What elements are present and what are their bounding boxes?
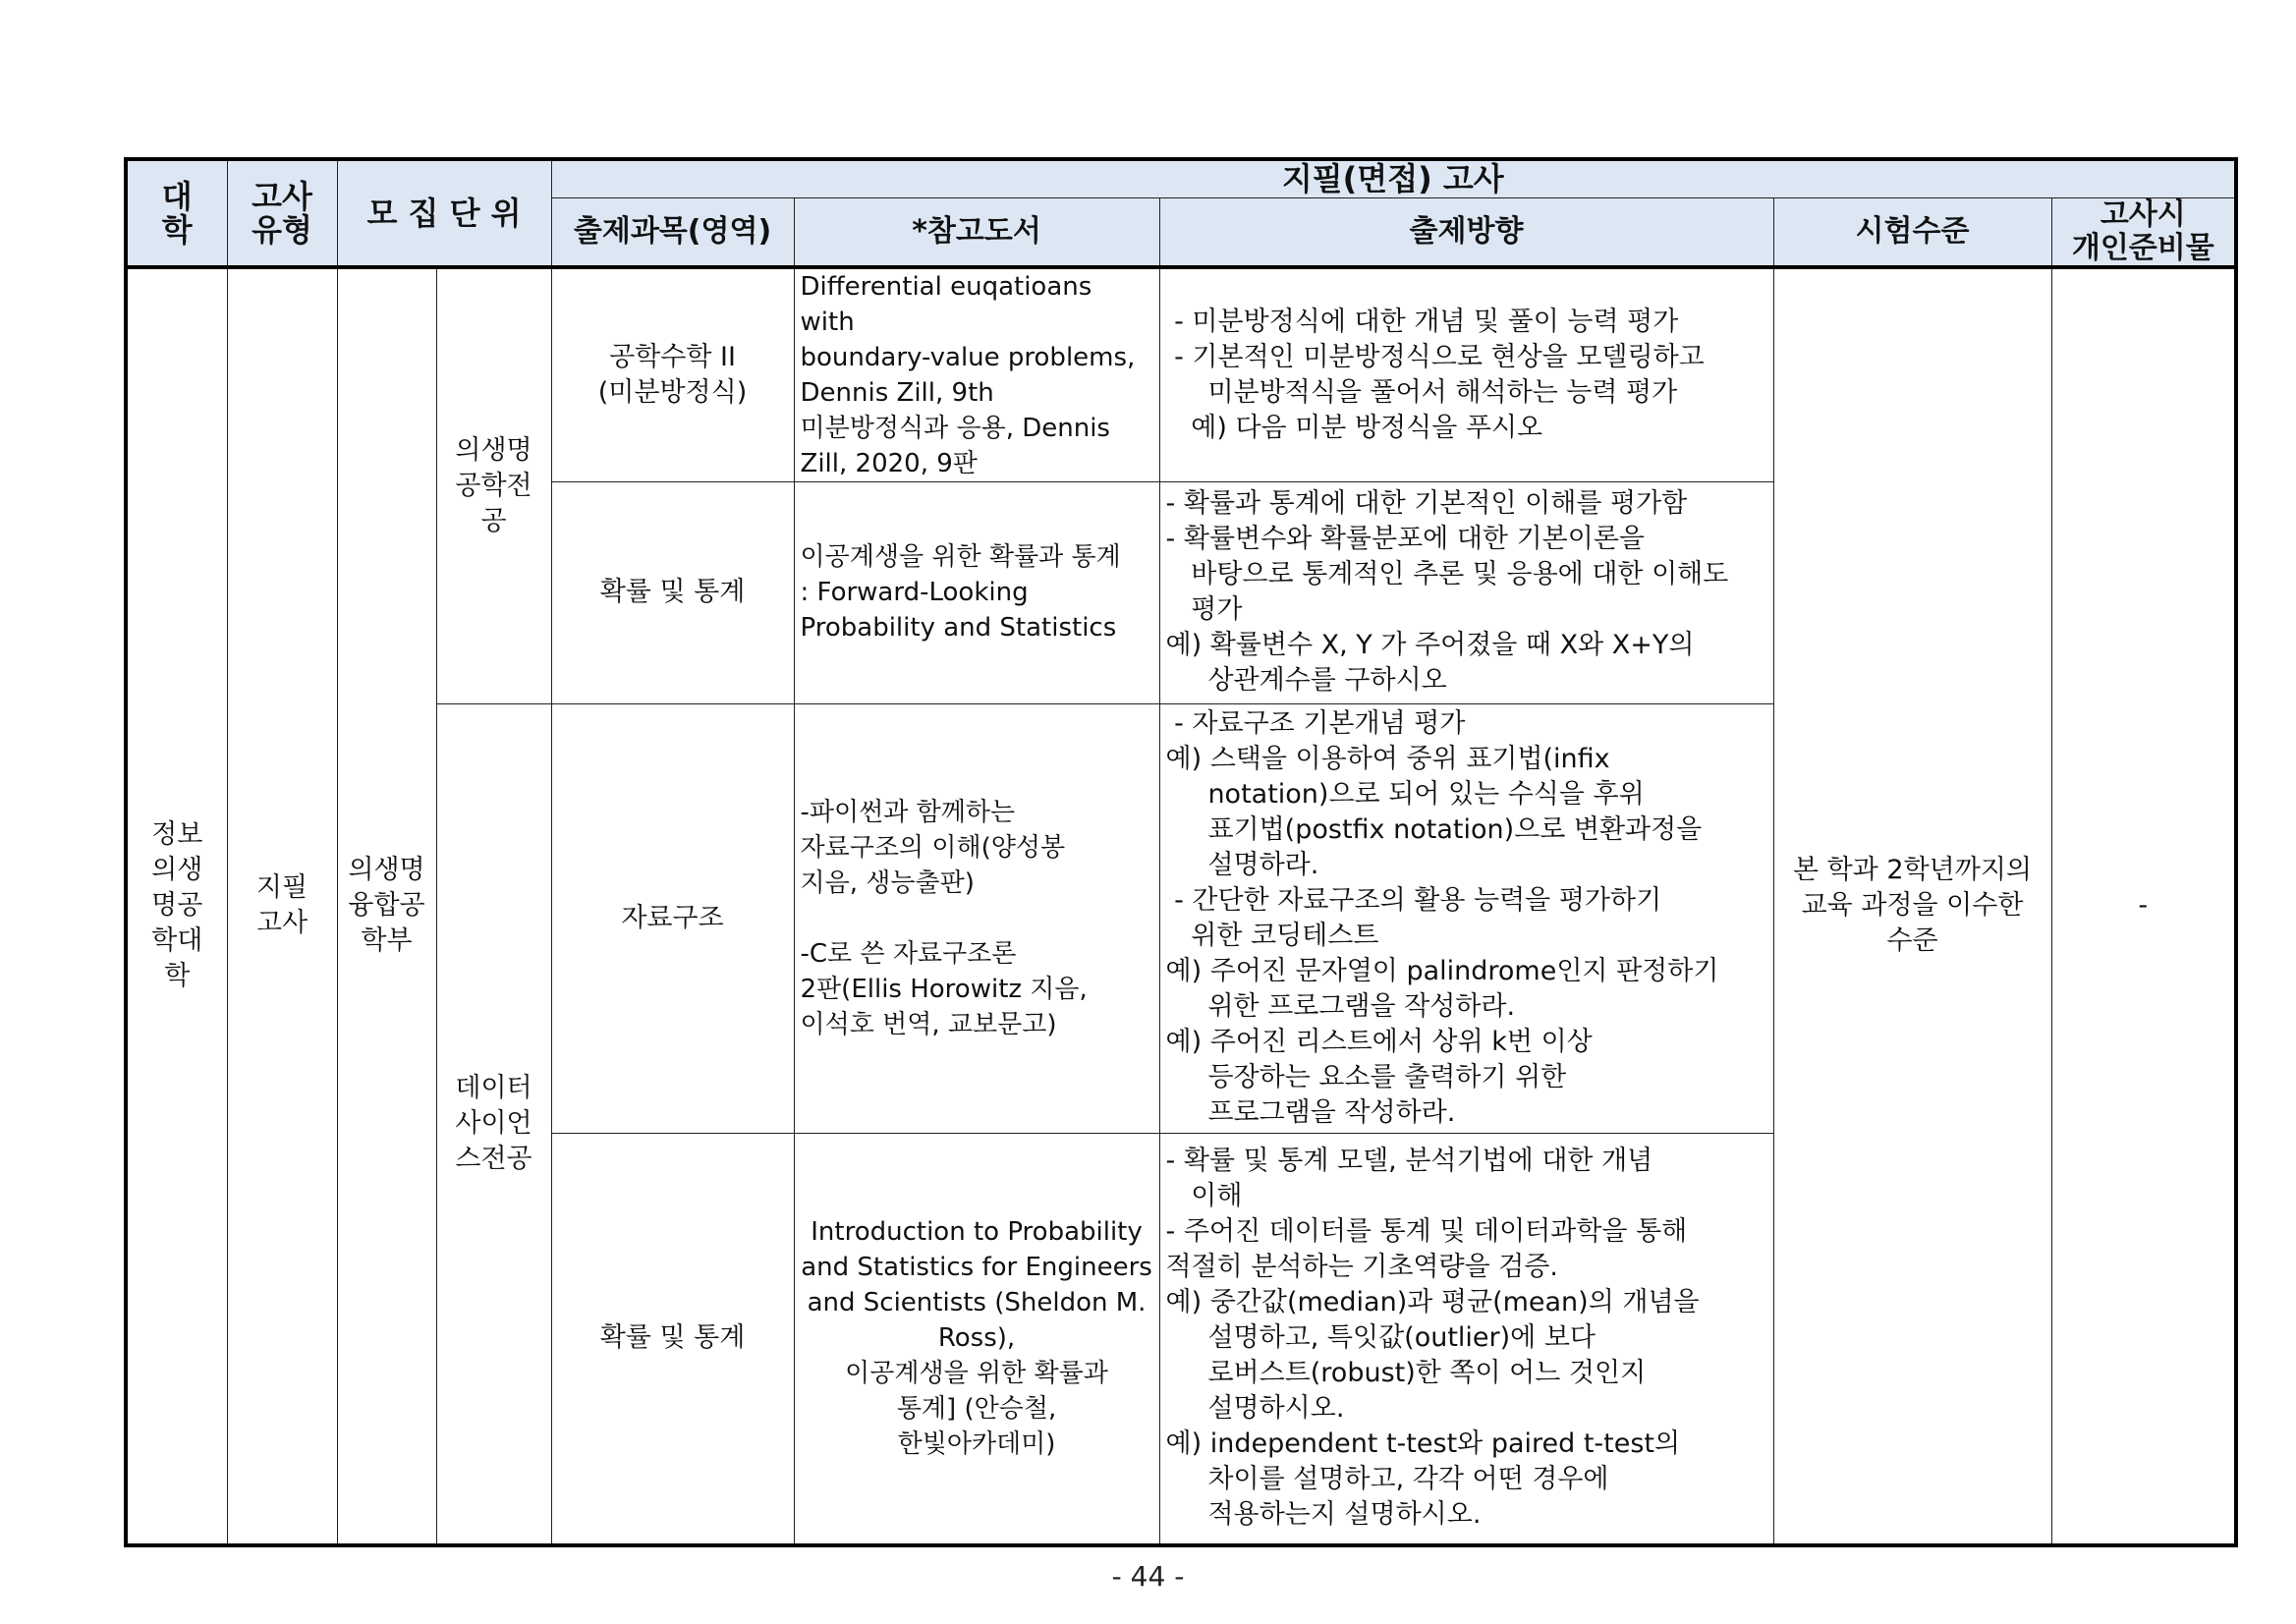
materials-cell: - xyxy=(2051,267,2236,1546)
direction-line: - 주어진 데이터를 통계 및 데이터과학을 통해 xyxy=(1165,1216,1688,1248)
direction-line: 예) 주어진 문자열이 palindrome인지 판정하기 xyxy=(1165,955,1719,986)
exam-type-cell: 지필 고사 xyxy=(227,267,337,1546)
header-subject: 출제과목(영역) xyxy=(551,197,794,267)
subject-cell: 확률 및 통계 xyxy=(551,481,794,703)
direction-line: - 확률 및 통계 모델, 분석기법에 대한 개념 xyxy=(1165,1146,1653,1177)
direction-line: - 자료구조 기본개념 평가 xyxy=(1165,707,1466,739)
college-cell: 정보 의생 명공 학대 학 xyxy=(126,267,227,1546)
major-cell: 의생명 공학전 공 xyxy=(436,267,551,704)
header-recruit-unit: 모 집 단 위 xyxy=(337,159,551,267)
direction-line: 설명하고, 특잇값(outlier)에 보다 xyxy=(1165,1322,1596,1354)
direction-line: - 확률과 통계에 대한 기본적인 이해를 평가함 xyxy=(1165,488,1688,519)
page-number: - 44 - xyxy=(1111,1560,1185,1593)
direction-line: 적용하는지 설명하시오. xyxy=(1165,1499,1482,1531)
table-row xyxy=(126,267,2236,482)
direction-line: 로버스트(robust)한 쪽이 어느 것인지 xyxy=(1165,1358,1647,1389)
direction-line: 설명하라. xyxy=(1165,849,1319,880)
header-direction: 출제방향 xyxy=(1159,197,1773,267)
direction-line: 적절히 분석하는 기초역량을 검증. xyxy=(1165,1252,1558,1283)
direction-line: 등장하는 요소를 출력하기 위한 xyxy=(1165,1061,1567,1092)
direction-line: 예) 중간값(median)과 평균(mean)의 개념을 xyxy=(1165,1287,1700,1318)
header-level: 시험수준 xyxy=(1773,197,2051,267)
direction-line: - 미분방정식에 대한 개념 및 풀이 능력 평가 xyxy=(1165,306,1679,337)
direction-line: - 기본적인 미분방정식으로 현상을 모델링하고 xyxy=(1165,341,1705,372)
subject-cell: 공학수학 II (미분방정식) xyxy=(551,267,794,482)
direction-line: 상관계수를 구하시오 xyxy=(1165,665,1447,696)
direction-line: 이해 xyxy=(1165,1181,1243,1212)
direction-cell xyxy=(1159,481,1773,703)
direction-cell xyxy=(1159,267,1773,482)
subject-cell: 자료구조 xyxy=(551,703,794,1133)
direction-line: - 확률변수와 확률분포에 대한 기본이론을 xyxy=(1165,524,1645,554)
level-cell: 본 학과 2학년까지의 교육 과정을 이수한 수준 xyxy=(1773,267,2051,1546)
direction-line: 위한 코딩테스트 xyxy=(1165,920,1379,951)
direction-line: 평가 xyxy=(1165,594,1243,625)
direction-line: notation)으로 되어 있는 수식을 후위 xyxy=(1165,778,1645,810)
direction-line: 바탕으로 통계적인 추론 및 응용에 대한 이해도 xyxy=(1165,559,1729,589)
direction-line: 예) independent t-test와 paired t-test의 xyxy=(1165,1428,1681,1460)
direction-line: - 간단한 자료구조의 활용 능력을 평가하기 xyxy=(1165,884,1662,916)
direction-line: 예) 주어진 리스트에서 상위 k번 이상 xyxy=(1165,1026,1593,1057)
header-exam-type: 고사 유형 xyxy=(227,159,337,267)
direction-line: 미분방적식을 풀어서 해석하는 능력 평가 xyxy=(1165,376,1678,408)
header-reference: *참고도서 xyxy=(794,197,1159,267)
exam-info-table xyxy=(124,157,2238,1547)
direction-line: 차이를 설명하고, 각각 어떤 경우에 xyxy=(1165,1464,1609,1495)
direction-cell xyxy=(1159,703,1773,1133)
reference-cell: -파이썬과 함께하는 자료구조의 이해(양성봉 지음, 생능출판) -C로 쓴 자료구조론 2판(Ellis Horowitz 지음, 이석호 번역, 교보문고) xyxy=(794,703,1159,1133)
direction-line: 예) 다음 미분 방정식을 푸시오 xyxy=(1165,412,1543,443)
major-cell: 데이터 사이언 스전공 xyxy=(436,703,551,1545)
header-college: 대 학 xyxy=(126,159,227,267)
reference-cell: Differential euqatioans with boundary-value problems, Dennis Zill, 9th 미분방정식과 응용, Dennis Zill, 2020, 9판 xyxy=(794,267,1159,482)
header-materials: 고사시 개인준비물 xyxy=(2051,197,2236,267)
direction-line: 표기법(postfix notation)으로 변환과정을 xyxy=(1165,813,1703,845)
direction-cell xyxy=(1159,1133,1773,1545)
reference-cell: 이공계생을 위한 확률과 통계 : Forward-Looking Probability and Statistics xyxy=(794,481,1159,703)
direction-line: 위한 프로그램을 작성하라. xyxy=(1165,990,1516,1022)
direction-line: 설명하시오. xyxy=(1165,1393,1345,1425)
header-written-exam: 지필(면접) 고사 xyxy=(551,159,2236,197)
direction-line: 프로그램을 작성하라. xyxy=(1165,1096,1456,1128)
division-cell: 의생명 융합공 학부 xyxy=(337,267,436,1546)
reference-cell: Introduction to Probability and Statistics for Engineers and Scientists (Sheldon M. Ross), 이공계생을 위한 확률과 통계] (안승철, 한빛아카데미) xyxy=(794,1133,1159,1545)
direction-line: 예) 확률변수 X, Y 가 주어졌을 때 X와 X+Y의 xyxy=(1165,630,1695,660)
subject-cell: 확률 및 통계 xyxy=(551,1133,794,1545)
direction-line: 예) 스택을 이용하여 중위 표기법(infix xyxy=(1165,743,1610,774)
